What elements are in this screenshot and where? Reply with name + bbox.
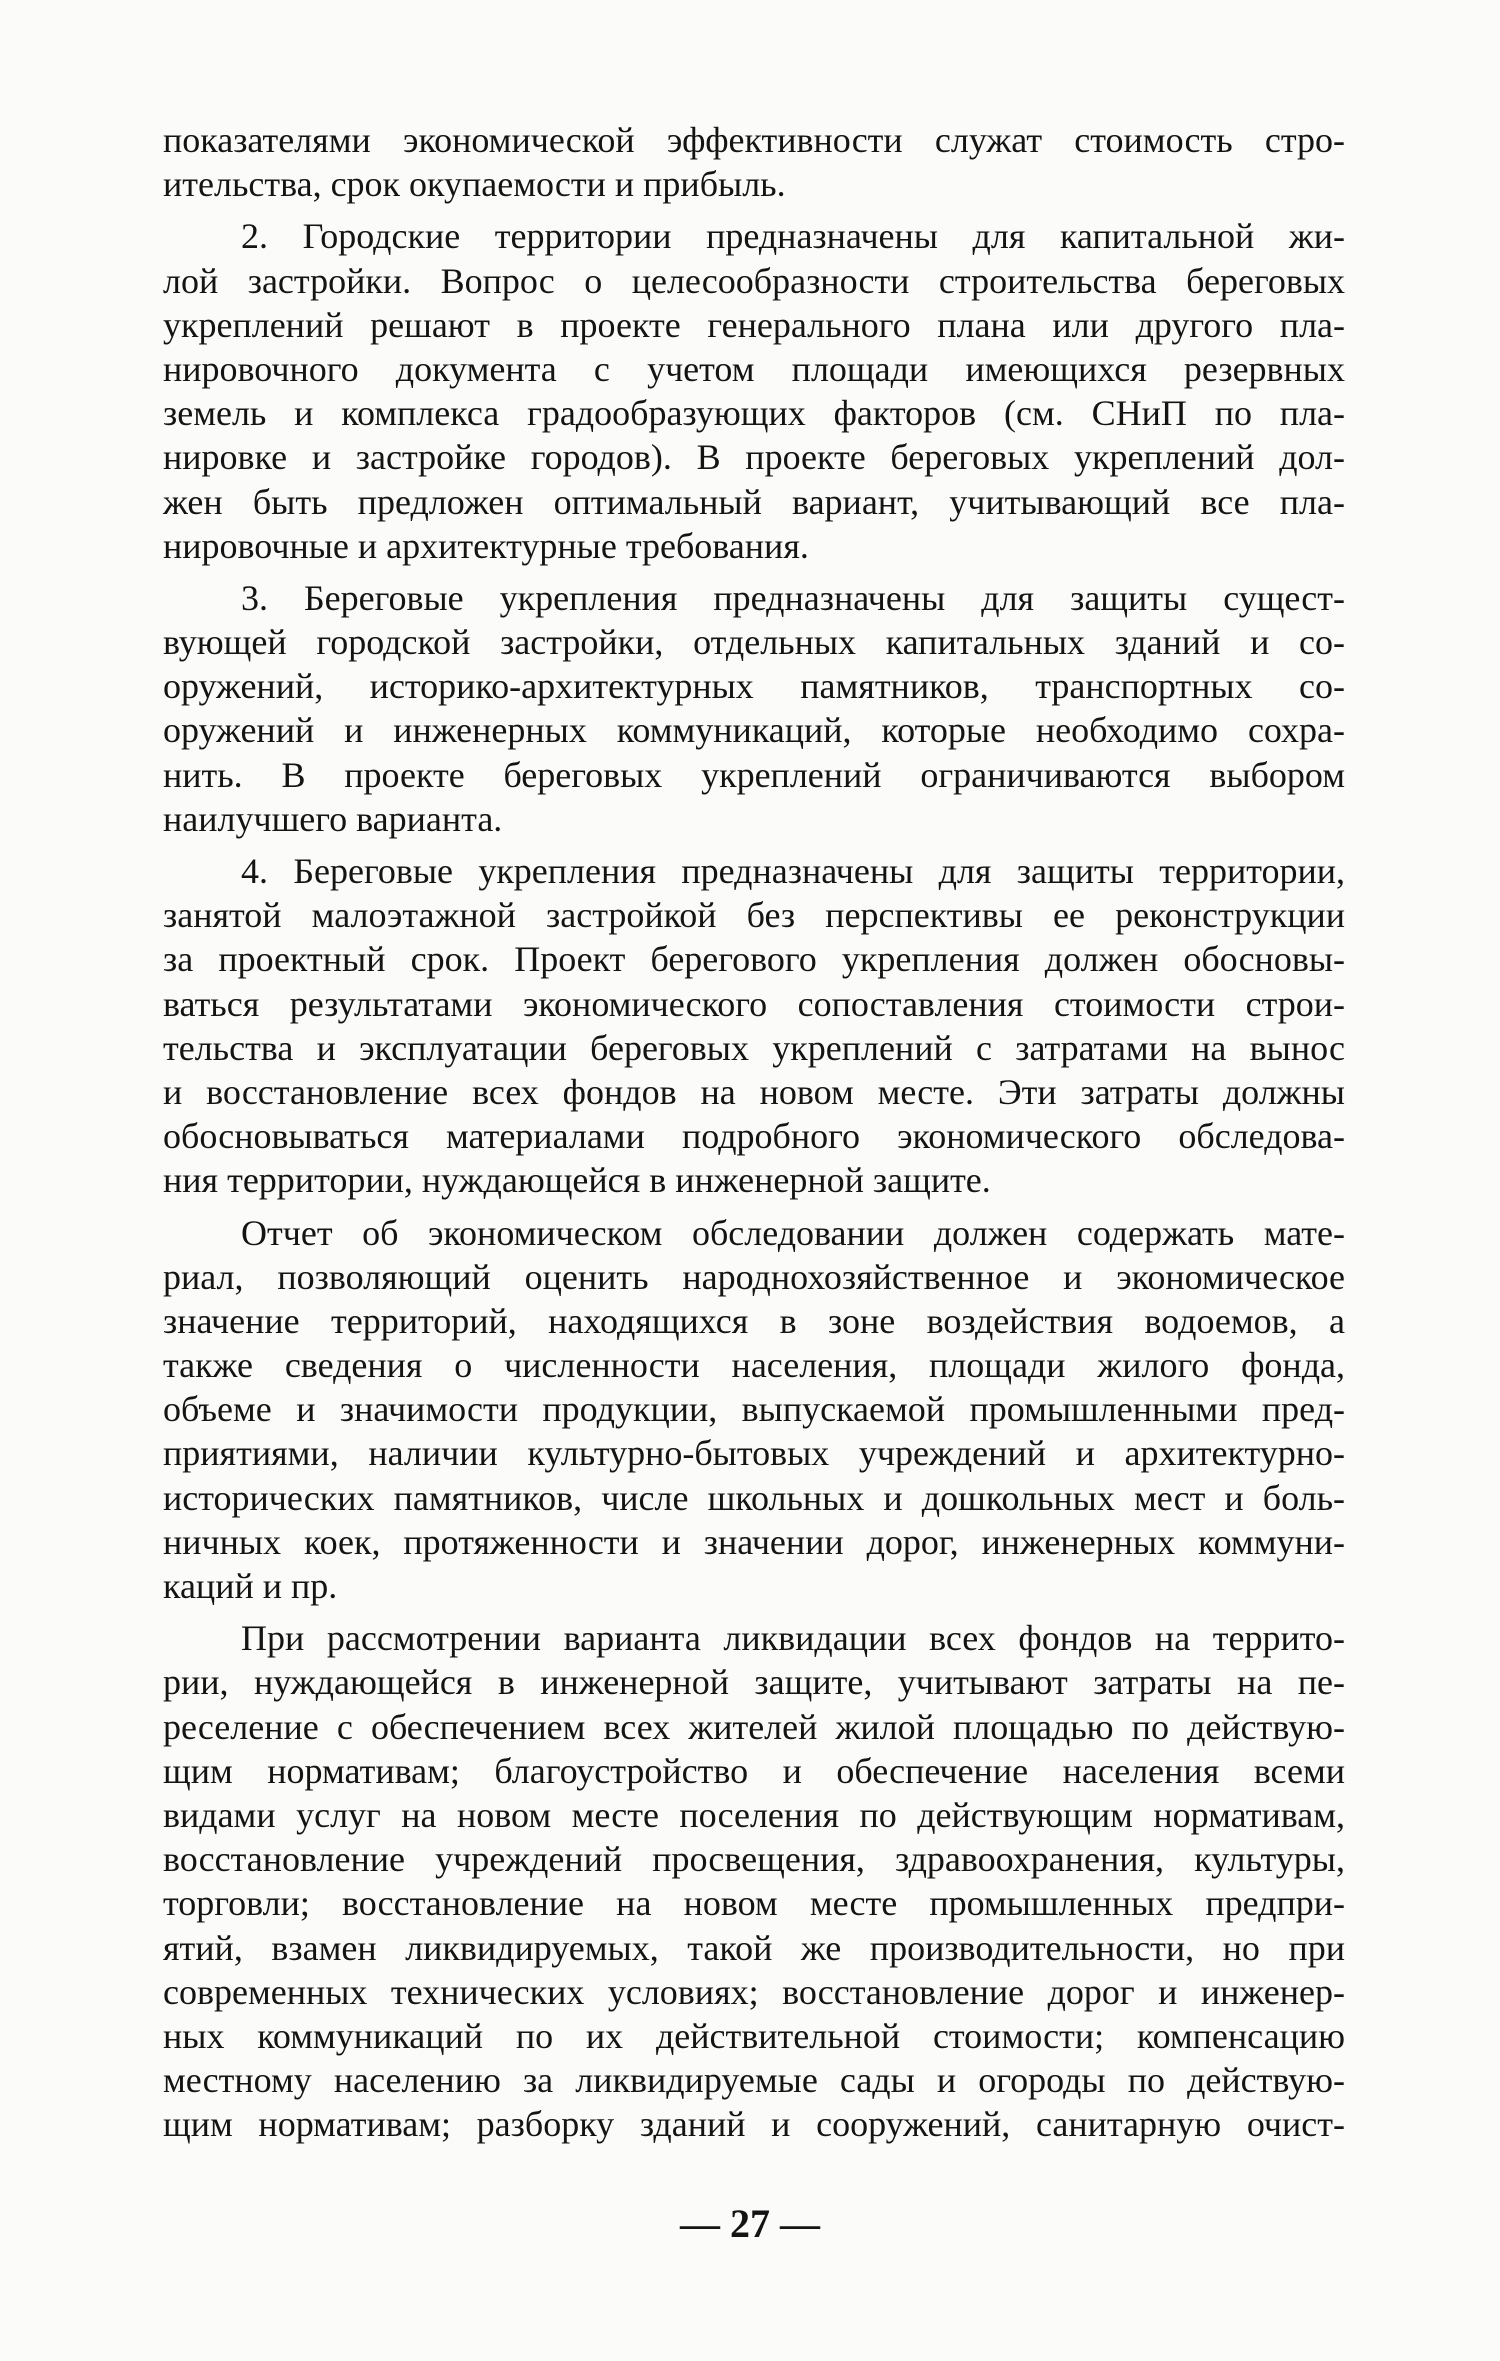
text-line: 4. Береговые укрепления предназначены для защиты территории, [241, 851, 1345, 891]
text-line: вующей городской застройки, отдельных капитальных зданий и со- [163, 622, 1345, 663]
paragraph-5 [163, 1211, 1345, 1609]
text-line: земель и комплекса градообразующих факторов (см. СНиП по пла- [163, 393, 1345, 434]
text-line: местному населению за ликвидируемые сады и огороды по действую- [163, 2060, 1345, 2101]
text-line: обосновываться материалами подробного экономического обследова- [163, 1116, 1345, 1157]
text-line: восстановление учреждений просвещения, здравоохранения, культуры, [163, 1839, 1345, 1880]
text-line: показателями экономической эффективности служат стоимость стро- [163, 120, 1345, 160]
text-line: торговли; восстановление на новом месте промышленных предпри- [163, 1883, 1345, 1924]
text-line: ятий, взамен ликвидируемых, такой же производительности, но при [163, 1927, 1345, 1968]
text-line: реселение с обеспечением всех жителей жилой площадью по действую- [163, 1706, 1345, 1747]
text-line: значение территорий, находящихся в зоне воздействия водоемов, а [163, 1300, 1345, 1341]
text-line: нировочные и архитектурные требования. [163, 525, 809, 566]
text-line: видами услуг на новом месте поселения по действующим нормативам, [163, 1794, 1345, 1835]
text-line: также сведения о численности населения, площади жилого фонда, [163, 1345, 1345, 1386]
text-line: 2. Городские территории предназначены для капитальной жи- [241, 216, 1345, 257]
paragraph-4 [163, 849, 1345, 1203]
text-line: лой застройки. Вопрос о целесообразности строительства береговых [163, 260, 1345, 301]
text-line: нировке и застройке городов). В проекте береговых укреплений дол- [163, 437, 1345, 478]
text-line: приятиями, наличии культурно-бытовых учреждений и архитектурно- [163, 1433, 1345, 1474]
text-line: ния территории, нуждающейся в инженерной защите. [163, 1160, 991, 1201]
page-number: — 27 — [680, 2201, 820, 2246]
text-line: Отчет об экономическом обследовании должен содержать мате- [241, 1212, 1345, 1253]
text-line: оружений и инженерных коммуникаций, которые необходимо сохра- [163, 710, 1345, 751]
text-line: нировочного документа с учетом площади имеющихся резервных [163, 348, 1345, 389]
text-line: щим нормативам; благоустройство и обеспечение населения всеми [163, 1750, 1345, 1791]
text-line: ваться результатами экономического сопоставления стоимости строи- [163, 983, 1345, 1024]
text-line: занятой малоэтажной застройкой без перспективы ее реконструкции [163, 895, 1345, 936]
text-line: жен быть предложен оптимальный вариант, учитывающий все пла- [163, 481, 1345, 522]
text-line: укреплений решают в проекте генерального плана или другого пла- [163, 304, 1345, 345]
text-line: объеме и значимости продукции, выпускаемой промышленными пред- [163, 1389, 1345, 1430]
text-line: за проектный срок. Проект берегового укрепления должен обосновы- [163, 939, 1345, 980]
text-line: оружений, историко-архитектурных памятников, транспортных со- [163, 666, 1345, 707]
paragraph-1 [163, 118, 1345, 206]
text-line: При рассмотрении варианта ликвидации всех фондов на террито- [241, 1618, 1345, 1659]
text-line: ительства, срок окупаемости и прибыль. [163, 164, 786, 205]
text-line: 3. Береговые укрепления предназначены для защиты сущест- [241, 577, 1345, 618]
text-line: современных технических условиях; восстановление дорог и инженер- [163, 1971, 1345, 2012]
text-line: каций и пр. [163, 1566, 338, 1606]
paragraph-6 [163, 1616, 1345, 2146]
paragraph-3 [163, 576, 1345, 841]
text-line: щим нормативам; разборку зданий и сооружений, санитарную очист- [163, 2104, 1345, 2145]
text-line: наилучшего варианта. [163, 798, 503, 839]
text-line: ных коммуникаций по их действительной стоимости; компенсацию [163, 2015, 1345, 2056]
text-line: тельства и эксплуатации береговых укреплений с затратами на вынос [163, 1027, 1345, 1068]
text-line: ничных коек, протяженности и значении дорог, инженерных коммуни- [163, 1521, 1345, 1562]
text-line: исторических памятников, числе школьных и дошкольных мест и боль- [163, 1477, 1345, 1518]
text-line: риал, позволяющий оценить народнохозяйственное и экономическое [163, 1256, 1345, 1297]
paragraph-2 [163, 214, 1345, 568]
text-line: и восстановление всех фондов на новом месте. Эти затраты должны [163, 1071, 1345, 1112]
text-line: рии, нуждающейся в инженерной защите, учитывают затраты на пе- [163, 1662, 1345, 1703]
text-line: нить. В проекте береговых укреплений ограничиваются выбором [163, 754, 1345, 795]
body-text [163, 118, 1345, 2146]
